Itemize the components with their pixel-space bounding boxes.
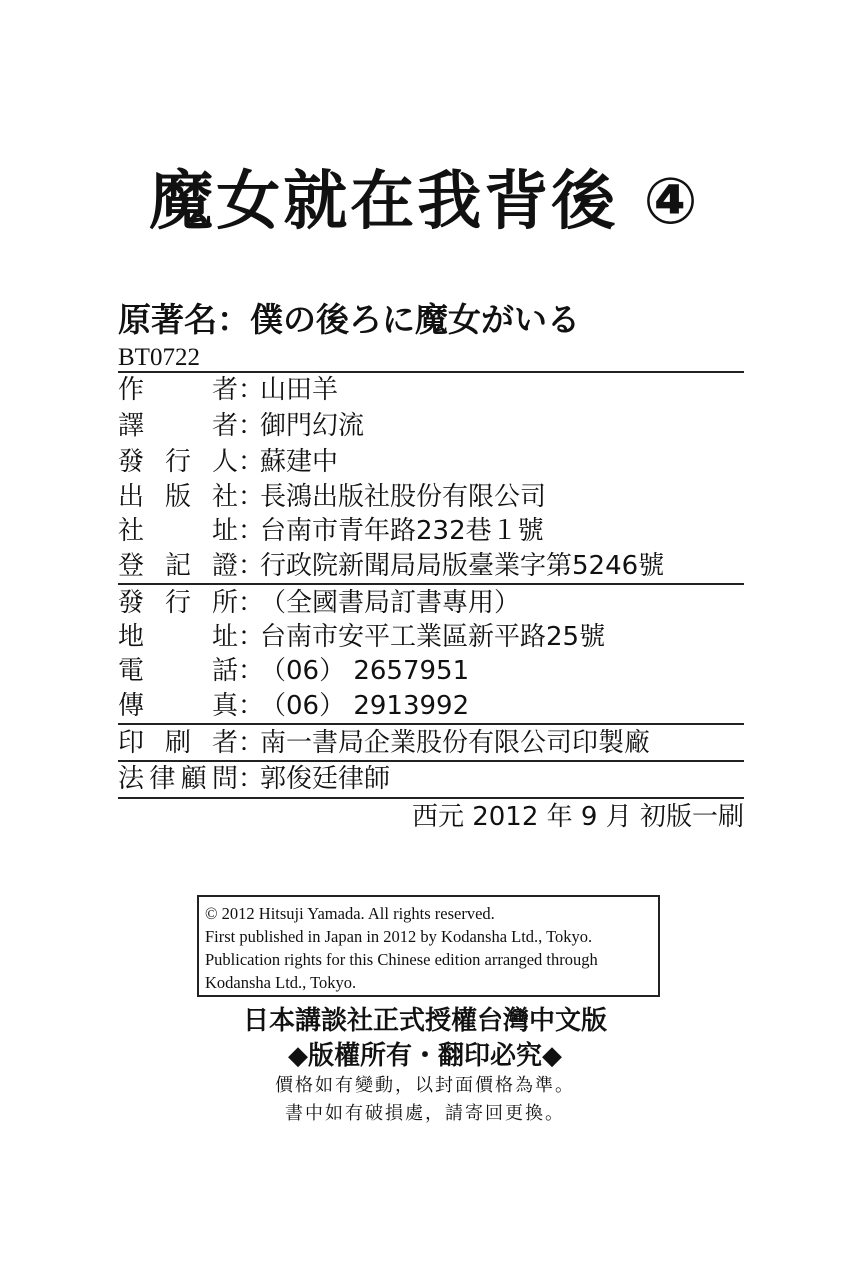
copyright-line: © 2012 Hitsuji Yamada. All rights reserved. xyxy=(205,904,495,923)
credit-row-fax xyxy=(118,689,469,723)
credit-label: 譯者 xyxy=(118,411,238,441)
credit-colon: ： xyxy=(238,551,265,581)
divider-bottom xyxy=(118,797,744,799)
credit-value: 南一書局企業股份有限公司印製廠 xyxy=(260,728,651,758)
authorization-statement: 日本講談社正式授權台灣中文版 xyxy=(242,1006,607,1036)
credit-label: 出版社 xyxy=(118,482,238,512)
credit-row-translator xyxy=(118,409,364,443)
credit-colon: ： xyxy=(238,622,265,652)
rights-reserved: ◆版權所有・翻印必究◆ xyxy=(288,1041,562,1071)
publication-date: 西元 2012 年 9 月 初版一刷 xyxy=(411,802,744,832)
credit-label: 發行人 xyxy=(118,447,238,477)
credit-label: 印刷者 xyxy=(118,728,238,758)
credit-row-registration xyxy=(118,549,664,583)
credit-row-address xyxy=(118,620,605,654)
book-title: 魔女就在我背後 ④ xyxy=(149,165,701,239)
credit-label: 社址 xyxy=(118,516,238,546)
credit-colon: ： xyxy=(238,482,265,512)
credit-row-printer xyxy=(118,726,650,760)
copyright-line: Kodansha Ltd., Tokyo. xyxy=(205,973,357,992)
credit-value: 台南市青年路232巷１號 xyxy=(260,516,544,546)
credit-colon: ： xyxy=(238,588,265,618)
credit-label: 登記證 xyxy=(118,551,238,581)
copyright-box xyxy=(197,895,660,997)
credit-row-issuer xyxy=(118,445,338,479)
credit-row-phone xyxy=(118,654,469,688)
credit-colon: ： xyxy=(238,728,265,758)
credit-value: 郭俊廷律師 xyxy=(260,764,391,794)
credit-label: 作者 xyxy=(118,375,238,405)
copyright-line: Publication rights for this Chinese edition arranged through xyxy=(205,950,598,969)
credit-label: 發行所 xyxy=(118,588,238,618)
credit-colon: ： xyxy=(238,691,265,721)
credit-value: （全國書局訂書專用） xyxy=(260,588,521,618)
credit-value: 行政院新聞局局版臺業字第5246號 xyxy=(260,551,665,581)
credit-colon: ： xyxy=(238,764,265,794)
credit-value: 蘇建中 xyxy=(260,447,339,477)
credit-colon: ： xyxy=(238,447,265,477)
divider-middle xyxy=(118,583,744,585)
credit-label: 地址 xyxy=(118,622,238,652)
price-notice: 價格如有變動，以封面價格為準。 xyxy=(275,1075,575,1096)
damage-notice: 書中如有破損處，請寄回更換。 xyxy=(285,1103,565,1124)
credit-row-company-address xyxy=(118,514,544,548)
credit-label: 電話 xyxy=(118,656,238,686)
credit-colon: ： xyxy=(238,516,265,546)
credit-colon: ： xyxy=(238,411,265,441)
credit-value: 山田羊 xyxy=(260,375,339,405)
credit-label: 法律顧問 xyxy=(118,764,238,794)
credit-value: （06） 2657951 xyxy=(260,656,470,686)
credit-value: 台南市安平工業區新平路25號 xyxy=(260,622,606,652)
credit-row-author xyxy=(118,373,338,407)
credit-row-distributor xyxy=(118,586,520,620)
copyright-line: First published in Japan in 2012 by Kodansha Ltd., Tokyo. xyxy=(205,927,593,946)
credit-colon: ： xyxy=(238,375,265,405)
credit-value: （06） 2913992 xyxy=(260,691,470,721)
credit-row-legal-counsel xyxy=(118,762,390,796)
credit-row-publisher xyxy=(118,480,546,514)
credit-value: 御門幻流 xyxy=(260,411,365,441)
divider-lower xyxy=(118,723,744,725)
credit-value: 長鴻出版社股份有限公司 xyxy=(260,482,547,512)
catalog-code: BT0722 xyxy=(118,344,200,371)
credit-colon: ： xyxy=(238,656,265,686)
original-title: 原著名：僕の後ろに魔女がいる xyxy=(118,300,580,339)
credit-label: 傳真 xyxy=(118,691,238,721)
